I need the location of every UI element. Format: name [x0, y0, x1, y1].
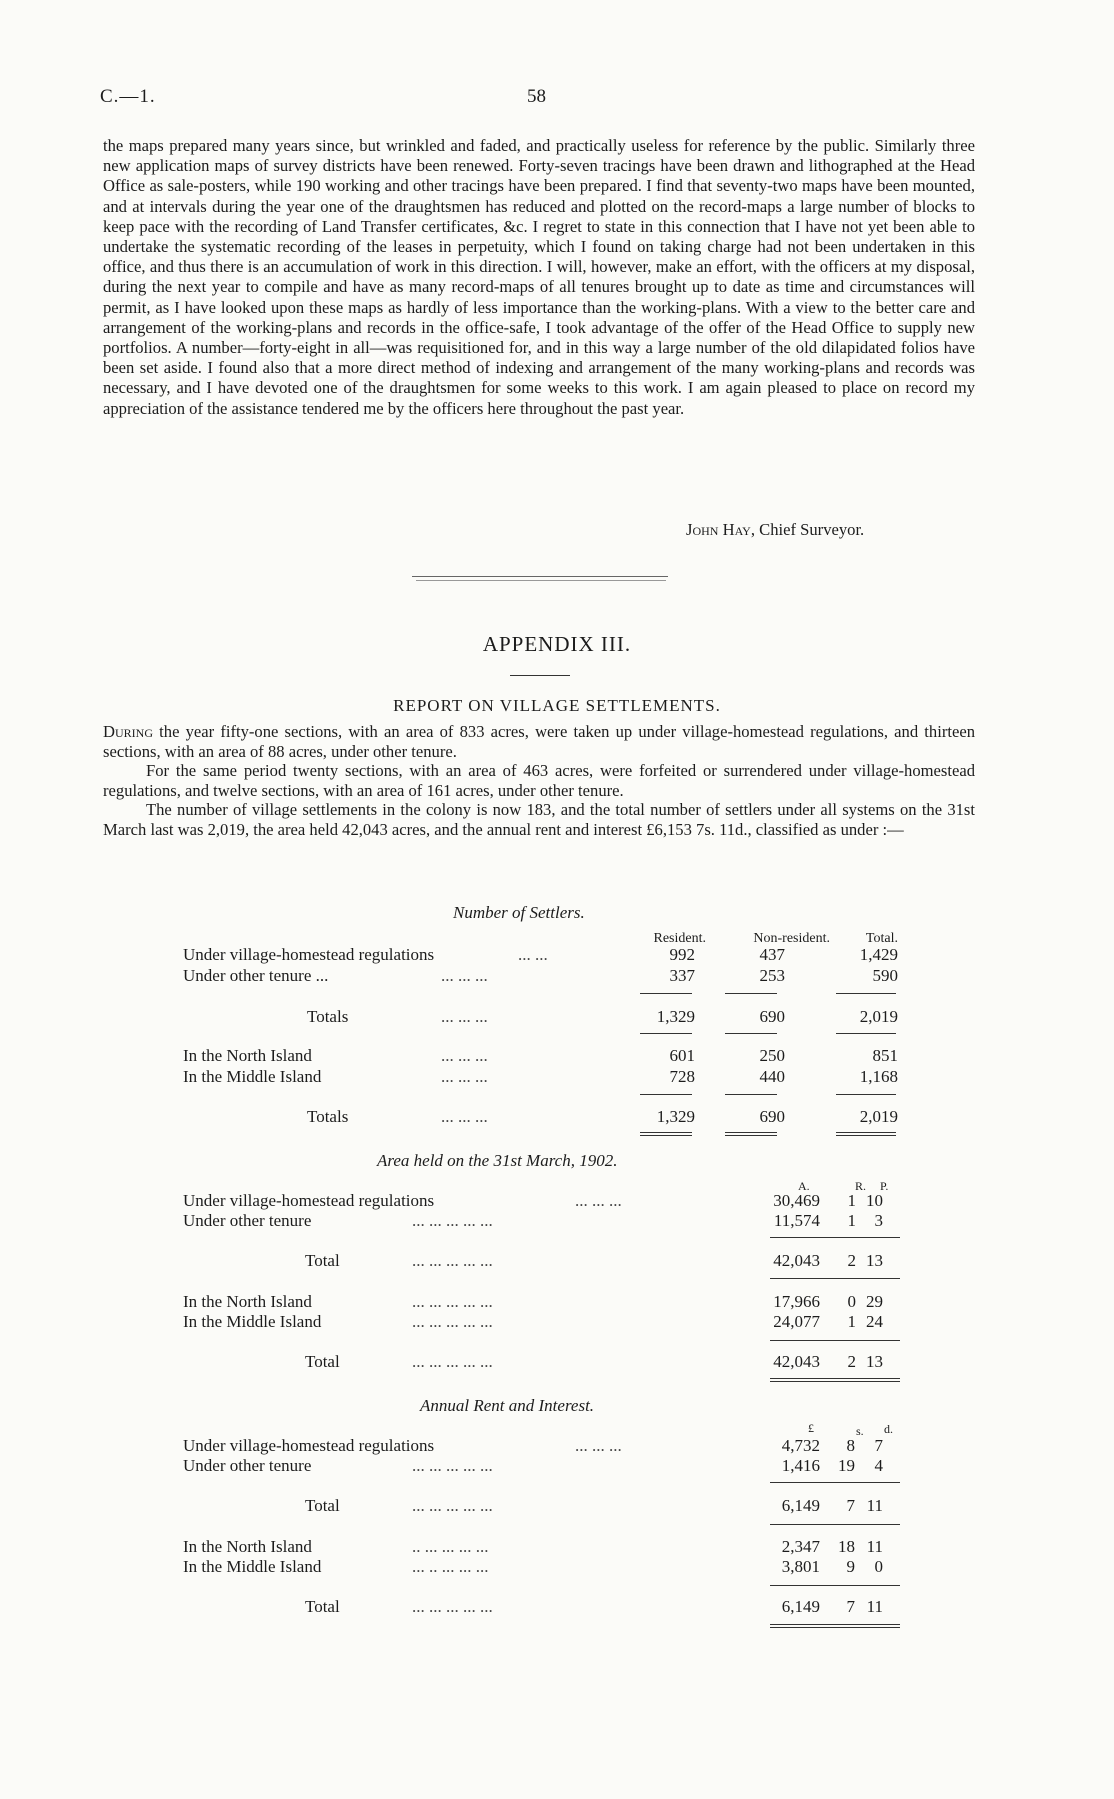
sum-rule [640, 1033, 692, 1034]
col-header-resident: Resident. [653, 931, 706, 946]
col-header-shillings: s. [856, 1424, 864, 1438]
sum-rule [770, 1585, 900, 1586]
appendix-title: APPENDIX III. [482, 632, 632, 656]
col-header-acres: A. [798, 1179, 810, 1193]
intro-paragraph-3: The number of village settlements in the colony is now 183, and the total number of settlers under all systems on the 31st March last was 2,019, the area held 42,043 acres, and the annual rent and interest £6,153 7s. 11d., classified as under :— [103, 800, 975, 839]
sum-rule [640, 1094, 692, 1095]
table-row: In the North Island .. ... ... ... ... 2,347 18 11 [183, 1537, 883, 1556]
table-row: Total ... ... ... ... ... 6,149 7 11 [305, 1597, 883, 1616]
table-row: In the Middle Island ... ... ... 728 440 1,168 [183, 1067, 898, 1086]
table-row: Total ... ... ... ... ... 42,043 2 13 [305, 1352, 883, 1371]
table-row: Under other tenure ... ... ... ... 337 253 590 [183, 966, 898, 985]
signature [686, 520, 864, 540]
sum-rule [770, 1524, 900, 1525]
double-rule [725, 1135, 777, 1136]
signatory-title: , Chief Surveyor. [750, 520, 865, 539]
report-title: REPORT ON VILLAGE SETTLEMENTS. [393, 696, 721, 715]
double-rule [836, 1132, 896, 1133]
table-row: Under other tenure ... ... ... ... ... 1,416 19 4 [183, 1456, 883, 1475]
col-header-pounds: £ [808, 1421, 814, 1435]
double-rule [640, 1135, 692, 1136]
rent-caption: Annual Rent and Interest. [420, 1396, 595, 1415]
col-header-pence: d. [884, 1422, 893, 1436]
table-row: Under village-homestead regulations ... ... ... 4,732 8 7 [183, 1436, 883, 1455]
col-header-total: Total. [865, 931, 898, 946]
page-number: 58 [527, 86, 546, 107]
sum-rule [770, 1278, 900, 1279]
continuation-paragraph [103, 136, 975, 419]
lead-word: During [103, 722, 153, 741]
intro-paragraph-2: For the same period twenty sections, with an area of 463 acres, were forfeited or surrendered under village-homestead regulations, and twelve sections, with an area of 161 acres, under other tenure. [103, 761, 975, 800]
report-intro [103, 722, 975, 840]
table-row: In the Middle Island ... ... ... ... ... 24,077 1 24 [183, 1312, 883, 1331]
table-row: Totals ... ... ... 1,329 690 2,019 [307, 1007, 898, 1026]
double-rule [770, 1624, 900, 1625]
sum-rule [725, 993, 777, 994]
col-header-nonresident: Non-resident. [753, 931, 830, 946]
sum-rule [836, 993, 896, 994]
sum-rule [725, 1033, 777, 1034]
sum-rule [640, 993, 692, 994]
intro-paragraph-1: During the year fifty-one sections, with an area of 833 acres, were taken up under village-homestead regulations, and thirteen sections, with an area of 88 acres, under other tenure. [103, 722, 975, 761]
table-row: Under other tenure ... ... ... ... ... 11,574 1 3 [183, 1211, 883, 1230]
settlers-caption: Number of Settlers. [453, 903, 585, 922]
table-row: Totals ... ... ... 1,329 690 2,019 [307, 1107, 898, 1126]
table-row: Under village-homestead regulations ... ... 992 437 1,429 [183, 945, 898, 964]
sum-rule [725, 1094, 777, 1095]
table-row: Total ... ... ... ... ... 42,043 2 13 [305, 1251, 883, 1270]
double-rule [640, 1132, 692, 1133]
table-row: In the North Island ... ... ... 601 250 851 [183, 1046, 898, 1065]
area-caption: Area held on the 31st March, 1902. [377, 1151, 618, 1170]
sum-rule [770, 1340, 900, 1341]
sum-rule [770, 1482, 900, 1483]
section-separator-secondary [416, 580, 666, 581]
col-header-roods: R. [855, 1179, 867, 1193]
col-header-perches: P. [880, 1179, 889, 1193]
table-row: Total ... ... ... ... ... 6,149 7 11 [305, 1496, 883, 1515]
double-rule [725, 1132, 777, 1133]
table-row: In the North Island ... ... ... ... ... 17,966 0 29 [183, 1292, 883, 1311]
sum-rule [770, 1237, 900, 1238]
table-row: Under village-homestead regulations ... ... ... 30,469 1 10 [183, 1191, 883, 1210]
paragraph-text: the maps prepared many years since, but wrinkled and faded, and practically useless for reference by the public. Similarly three new application maps of survey districts have been renewed. Forty-seven tracings have been drawn and lithographed at the Head Office as sale-posters, while 190 working and other tracings have been prepared. I find that seventy-two maps have been mounted, and at intervals during the year one of the draughtsmen has reduced and plotted on the record-maps a large number of blocks to keep pace with the recording of Land Transfer certificates, &c. I regret to state in this connection that I have not yet been able to undertake the systematic recording of the leases in perpetuity, which I found on taking charge had not been undertaken in this office, and thus there is an accumulation of work in this direction. I will, however, make an effort, with the officers at my disposal, during the next year to compile and have as many record-maps of all tenures brought up to date as time and circumstances will permit, as I have looked upon these maps as hardly of less importance than the working-plans. With a view to the better care and arrangement of the working-plans and records in the office-safe, I took advantage of the offer of the Head Office to supply new portfolios. A number—forty-eight in all—was requisitioned for, and in this way a large number of the old dilapidated folios have been set aside. I found also that a more direct method of indexing and arrangement of the many working-plans and records was necessary, and I have devoted one of the draughtsmen for some weeks to this work. I am again pleased to place on record my appreciation of the assistance tendered me by the officers here throughout the past year. [103, 136, 975, 418]
table-row: In the Middle Island ... .. ... ... ... 3,801 9 0 [183, 1557, 883, 1576]
double-rule [836, 1135, 896, 1136]
sum-rule [836, 1033, 896, 1034]
document-id: C.—1. [100, 86, 156, 107]
title-underline [510, 675, 570, 676]
double-rule [770, 1381, 900, 1382]
section-separator [412, 576, 668, 577]
double-rule [770, 1378, 900, 1379]
sum-rule [836, 1094, 896, 1095]
signatory-name: John Hay [686, 520, 751, 539]
double-rule [770, 1627, 900, 1628]
